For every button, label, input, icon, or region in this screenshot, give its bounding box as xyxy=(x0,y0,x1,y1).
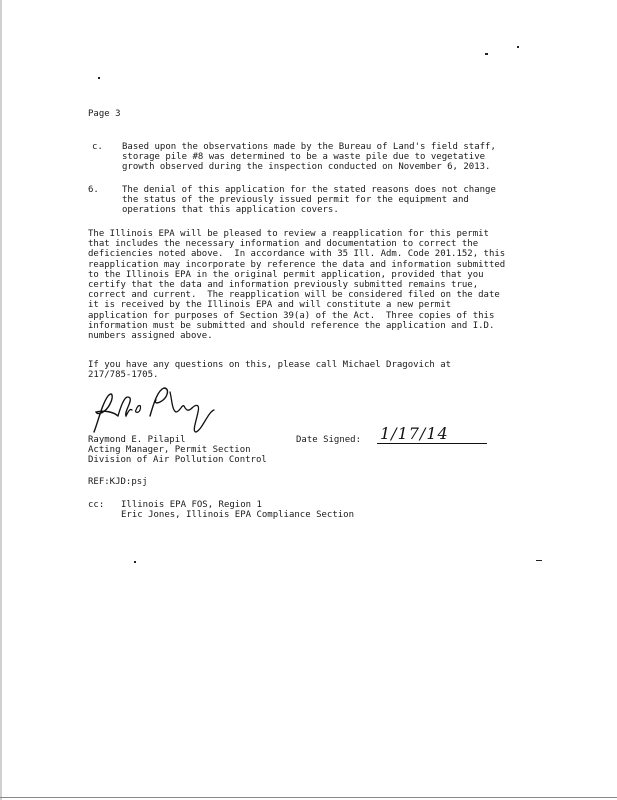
signatory-division: Division of Air Pollution Control xyxy=(88,455,267,466)
item-6-line: the status of the previously issued permit for the equipment and xyxy=(122,195,469,206)
paragraph-line: reapplication may incorporate by reference the data and information submitted xyxy=(88,259,506,270)
item-c-line: Based upon the observations made by the Bureau of Land's field staff, xyxy=(122,142,496,152)
scan-speck xyxy=(536,560,542,561)
scan-left-edge xyxy=(0,0,2,800)
scan-speck xyxy=(98,77,100,79)
paragraph-line: correct and current. The reapplication will be considered filed on the date xyxy=(88,290,500,301)
paragraph-line: that includes the necessary information and documentation to correct the xyxy=(88,239,479,250)
paragraph-line: to the Illinois EPA in the original permit application, provided that you xyxy=(88,269,484,280)
scan-speck xyxy=(134,561,136,563)
date-signed-label: Date Signed: xyxy=(296,435,362,445)
item-c-line: growth observed during the inspection conducted on November 6, 2013. xyxy=(122,162,491,173)
reference-initials: REF:KJD:psj xyxy=(88,477,148,487)
item-6-text xyxy=(122,185,496,216)
item-c-text xyxy=(122,142,496,173)
cc-recipients xyxy=(121,500,354,520)
signatory-title: Acting Manager, Permit Section xyxy=(88,445,251,456)
paragraph-line: information must be submitted and should reference the application and I.D. xyxy=(88,320,495,331)
contact-line: If you have any questions on this, please call Michael Dragovich at xyxy=(88,360,452,370)
reapplication-paragraph xyxy=(88,229,505,341)
handwritten-signature xyxy=(84,382,224,440)
date-signed-underline xyxy=(377,443,487,444)
scan-speck xyxy=(485,53,488,55)
paragraph-line: deficiencies noted above. In accordance with 35 Ill. Adm. Code 201.152, this xyxy=(88,249,506,260)
paragraph-line: certify that the data and information previously submitted remains true, xyxy=(88,280,479,291)
cc-recipient: Eric Jones, Illinois EPA Compliance Section xyxy=(121,510,354,521)
scan-bottom-edge xyxy=(0,797,617,798)
signatory-block xyxy=(88,435,267,466)
scan-speck xyxy=(517,46,519,48)
cc-recipient: Illinois EPA FOS, Region 1 xyxy=(121,500,262,510)
item-c-marker: c. xyxy=(92,142,103,152)
contact-line: 217/785-1705. xyxy=(88,370,159,381)
item-6-line: operations that this application covers. xyxy=(122,205,339,216)
item-6-marker: 6. xyxy=(88,185,99,195)
item-c-line: storage pile #8 was determined to be a waste pile due to vegetative xyxy=(122,152,486,163)
signatory-name: Raymond E. Pilapil xyxy=(88,435,186,445)
paragraph-line: numbers assigned above. xyxy=(88,331,213,342)
cc-label: cc: xyxy=(88,500,105,510)
paragraph-line: The Illinois EPA will be pleased to review a reapplication for this permit xyxy=(88,229,489,239)
paragraph-line: application for purposes of Section 39(a) of the Act. Three copies of this xyxy=(88,310,495,321)
paragraph-line: it is received by the Illinois EPA and will constitute a new permit xyxy=(88,300,452,311)
date-signed-value: 1/17/14 xyxy=(380,424,449,443)
contact-paragraph xyxy=(88,360,451,380)
item-6-line: The denial of this application for the stated reasons does not change xyxy=(122,185,496,195)
page-number: Page 3 xyxy=(88,109,121,119)
